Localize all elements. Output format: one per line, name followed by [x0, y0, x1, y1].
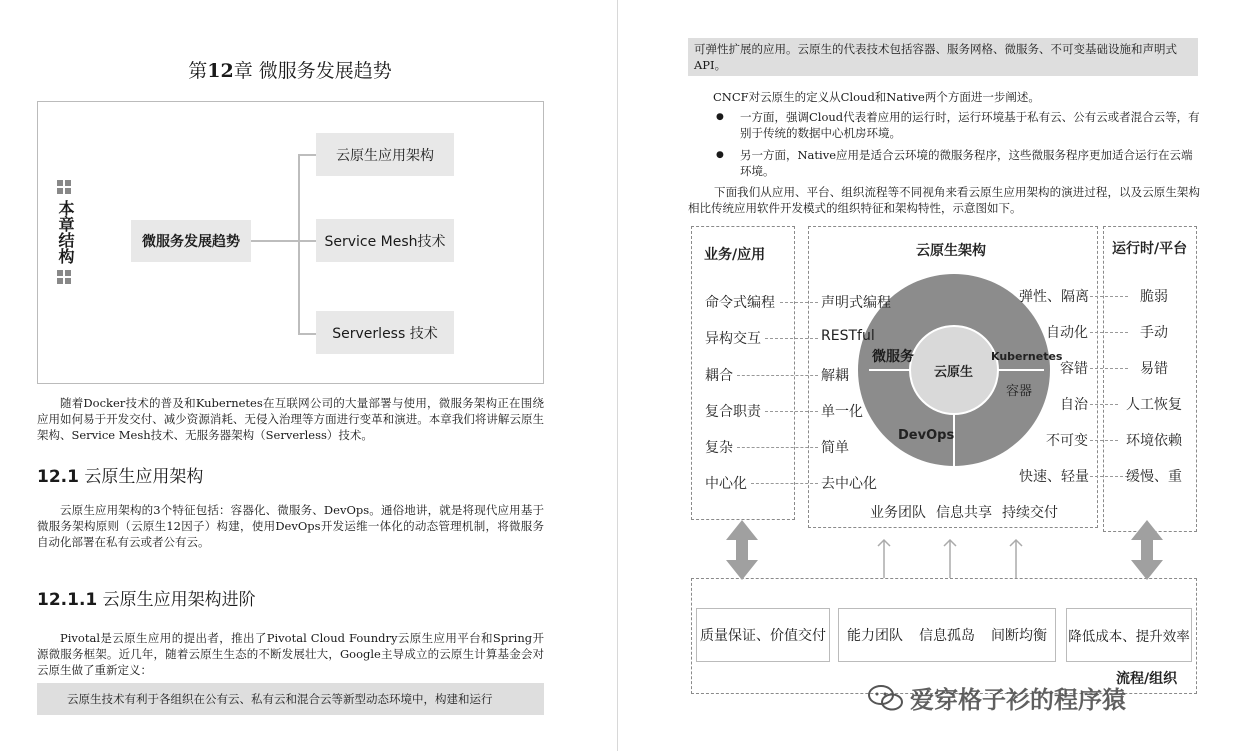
- grid-ornament-icon: [56, 180, 72, 194]
- runtime-platform-title: 运行时/平台: [1112, 241, 1188, 257]
- branch-node-service-mesh: Service Mesh技术: [316, 219, 454, 262]
- chapter-structure-diagram: [37, 101, 544, 384]
- devops-label: DevOps: [898, 428, 955, 443]
- bottom-center-item: 持续交付: [1002, 505, 1058, 521]
- container-label: 容器: [1006, 384, 1033, 399]
- section-12-1-1-paragraph: Pivotal是云原生应用的提出者，推出了Pivotal Cloud Foundry云原生应用平台和Spring开源微服务框架。近几年，随着云原生生态的不断发展壮大，Google主导成立的云原生计算基金会对云原生做了重新定义：: [37, 631, 544, 677]
- center-left-item: 单一化: [821, 404, 863, 420]
- center-left-item: 去中心化: [821, 476, 877, 492]
- right-item: 易错: [1140, 361, 1168, 377]
- definition-quote-end: 可弹性扩展的应用。云原生的代表技术包括容器、服务网格、微服务、不可变基础设施和声明式API。: [688, 38, 1198, 76]
- bullet-item: [716, 147, 1201, 179]
- section-12-1-1-title: 12.1.1 云原生应用架构进阶: [37, 590, 256, 610]
- center-node: 微服务发展趋势: [131, 220, 251, 262]
- left-item: 复杂: [705, 440, 733, 456]
- left-item: 中心化: [705, 476, 747, 492]
- left-item: 耦合: [705, 368, 733, 384]
- bullet-dot-icon: ●: [716, 150, 724, 160]
- connector: [298, 240, 316, 242]
- bottom-center-item: 业务团队: [870, 505, 926, 521]
- process-box-cost: 降低成本、提升效率: [1066, 608, 1192, 662]
- connector: [298, 154, 316, 156]
- connector: [298, 333, 316, 335]
- bullet-dot-icon: ●: [716, 112, 724, 122]
- right-item: 缓慢、重: [1126, 469, 1182, 485]
- center-right-item: 自动化: [1046, 325, 1088, 341]
- process-org-label: 流程/组织: [1116, 671, 1178, 687]
- diagram-intro-paragraph: 下面我们从应用、平台、组织流程等不同视角来看云原生应用架构的演进过程，以及云原生架构相比传统应用软件开发模式的组织特征和架构特性，示意图如下。: [688, 185, 1200, 215]
- structure-side-label: [56, 180, 75, 284]
- microservice-label: 微服务: [872, 349, 914, 365]
- center-left-item: RESTful: [821, 328, 875, 344]
- left-item: 复合职责: [705, 404, 761, 420]
- definition-quote-start: 云原生技术有利于各组织在公有云、私有云和混合云等新型动态环境中，构建和运行: [37, 683, 544, 715]
- branch-node-serverless: Serverless 技术: [316, 311, 454, 354]
- cncf-definition-line: CNCF对云原生的定义从Cloud和Native两个方面进一步阐述。: [713, 90, 1040, 104]
- wechat-logo-icon: [866, 683, 906, 713]
- process-box-capability-team: [838, 608, 1056, 662]
- connector: [298, 154, 300, 334]
- section-12-1-paragraph: 云原生应用架构的3个特征包括：容器化、微服务、DevOps。通俗地讲，就是将现代应用基于微服务架构原则（云原生12因子）构建，使用DevOps开发运维一体化的动态管理机制，将微服务自动化部署在私有云或者公有云。: [37, 503, 544, 549]
- grid-ornament-icon: [56, 270, 72, 284]
- kubernetes-label: Kubernetes: [991, 350, 1063, 363]
- connector: [251, 240, 298, 242]
- circle-core-label: 云原生: [934, 365, 974, 380]
- center-right-item: 快速、轻量: [1019, 469, 1089, 485]
- center-right-item: 弹性、隔离: [1019, 289, 1089, 305]
- cloud-native-architecture-diagram: [688, 222, 1200, 700]
- process-box-item: 间断均衡: [991, 628, 1047, 644]
- center-left-item: 简单: [821, 440, 849, 456]
- process-box-item: 信息孤岛: [919, 628, 975, 644]
- center-left-item: 声明式编程: [821, 295, 891, 311]
- bullet-item: [716, 109, 1201, 141]
- process-box-quality: 质量保证、价值交付: [696, 608, 830, 662]
- left-item: 命令式编程: [705, 295, 775, 311]
- center-right-item: 不可变: [1046, 433, 1088, 449]
- center-right-item: 自治: [1060, 397, 1088, 413]
- watermark-text: 爱穿格子衫的程序猿: [910, 686, 1126, 714]
- left-item: 异构交互: [705, 331, 761, 347]
- bullet-text: 一方面，强调Cloud代表着应用的运行时，运行环境基于私有云、公有云或者混合云等，有别于传统的数据中心机房环境。: [740, 110, 1200, 140]
- center-left-item: 解耦: [821, 368, 849, 384]
- side-label-text: 本章结构: [56, 200, 75, 264]
- right-page: [618, 0, 1235, 751]
- left-page: [0, 0, 617, 751]
- section-12-1-title: 12.1 云原生应用架构: [37, 467, 204, 487]
- process-box-item: 能力团队: [847, 628, 903, 644]
- right-item: 脆弱: [1140, 289, 1168, 305]
- chapter-title: 第12章 微服务发展趋势: [188, 60, 392, 82]
- cloud-native-title: 云原生架构: [916, 243, 986, 259]
- center-right-item: 容错: [1060, 361, 1088, 377]
- intro-paragraph: 随着Docker技术的普及和Kubernetes在互联网公司的大量部署与使用，微服务架构正在围绕应用如何易于开发交付、减少资源消耗、无侵入治理等方面进行变革和演进。本章我们将讲解云原生架构、Service Mesh技术、无服务器架构（Serverless）技术。: [37, 396, 544, 442]
- bullet-text: 另一方面，Native应用是适合云环境的微服务程序，这些微服务程序更加适合运行在云端环境。: [740, 148, 1193, 178]
- business-app-title: 业务/应用: [704, 247, 766, 263]
- right-item: 环境依赖: [1126, 433, 1182, 449]
- bottom-center-item: 信息共享: [936, 505, 992, 521]
- right-item: 手动: [1140, 325, 1168, 341]
- right-item: 人工恢复: [1126, 397, 1182, 413]
- branch-node-cloud-native: 云原生应用架构: [316, 133, 454, 176]
